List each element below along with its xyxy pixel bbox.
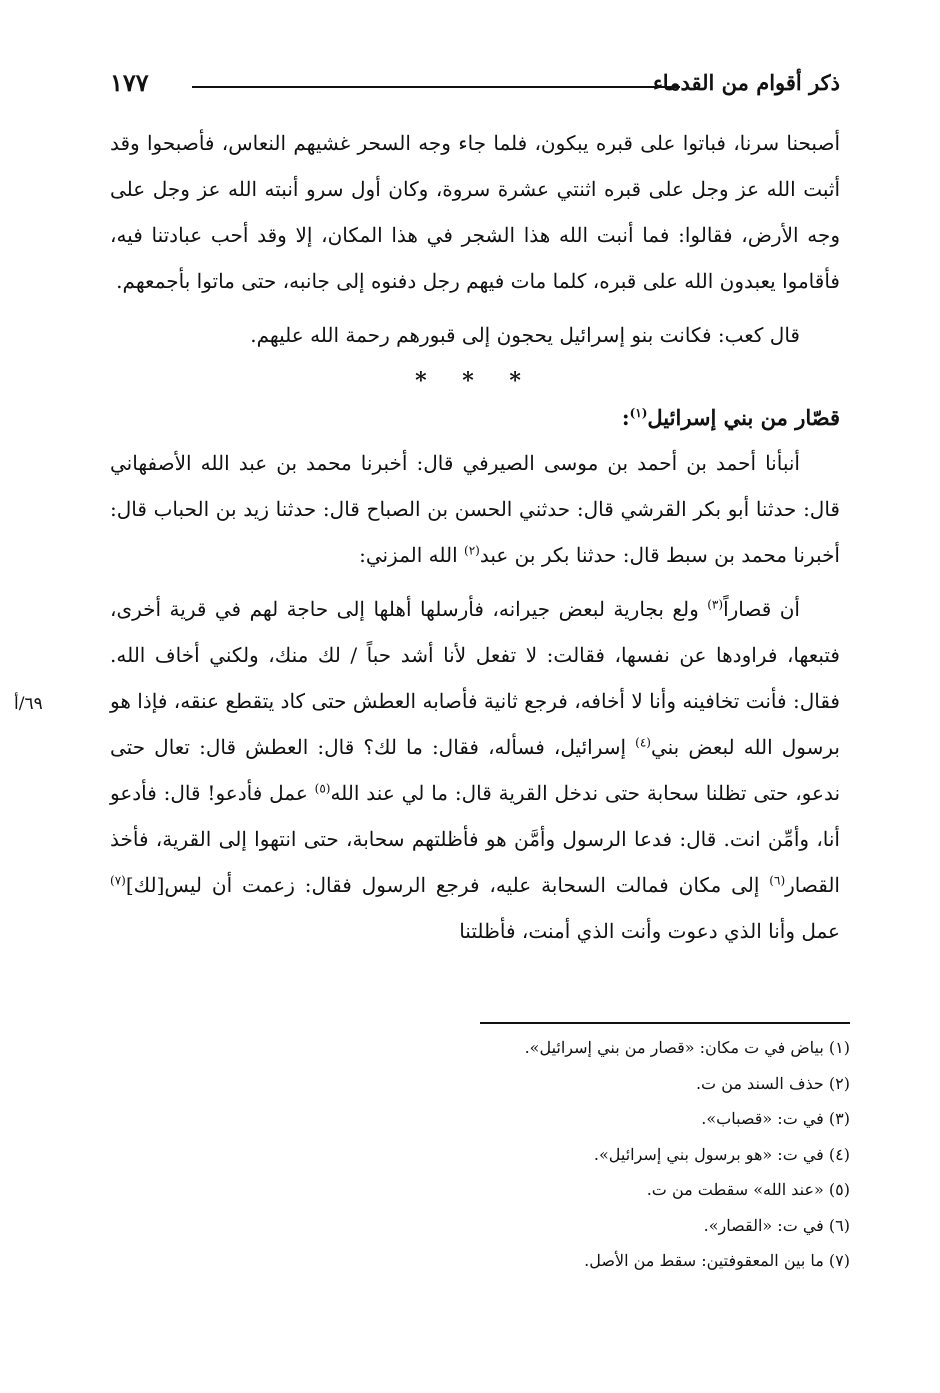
section-separator: * * * bbox=[415, 368, 535, 394]
section-title-colon: : bbox=[621, 405, 630, 430]
margin-folio-note: ٦٩/أ bbox=[14, 694, 43, 714]
footnotes bbox=[300, 1030, 850, 1279]
page-number: ١٧٧ bbox=[110, 68, 149, 97]
story-text-3: إسرائيل، فسأله، فقال: ما لك؟ قال: العطش قال: تعال حتى ندعو، حتى تظلنا سحابة حتى ندخل القرية قال: ما لي عند الله bbox=[110, 735, 841, 805]
isnad-paragraph bbox=[110, 440, 840, 578]
footnote-3: (٣) في ت: «قصباب». bbox=[701, 1109, 850, 1128]
footnote-4: (٤) في ت: «هو برسول بني إسرائيل». bbox=[593, 1144, 850, 1164]
footnote-7: (٧) ما بين المعقوفتين: سقط من الأصل. bbox=[584, 1251, 850, 1270]
story-text-5: إلى مكان فمالت السحابة عليه، فرجع الرسول فقال: زعمت أن ليس[لك] bbox=[125, 873, 770, 897]
running-title: ذكر أقوام من القدماء bbox=[652, 70, 840, 95]
story-paragraph bbox=[110, 586, 840, 954]
footnote-6: (٦) في ت: «القصار». bbox=[703, 1215, 850, 1235]
header-rule bbox=[192, 86, 680, 88]
footnote-marker-3: (٣) bbox=[707, 597, 724, 612]
isnad-text-a: أنبأنا أحمد بن أحمد بن موسى الصيرفي قال: أخبرنا محمد بن عبد الله الأصفهاني قال: حدثنا أبو بكر القرشي قال: حدثني الحسن بن الصباح قال: حدثنا زيد بن الحباب قال: أخبرنا محمد بن سبط قال: حدثنا بكر بن عبد bbox=[110, 451, 840, 567]
footnote-rule bbox=[480, 1022, 850, 1024]
footnote-marker-7: (٧) bbox=[110, 873, 126, 888]
footnote-marker-5: (٥) bbox=[314, 781, 331, 796]
page-header bbox=[110, 68, 840, 104]
footnote-marker-2: (٢) bbox=[464, 543, 480, 558]
isnad-text-b: الله المزني: bbox=[359, 543, 465, 567]
paragraph-2: قال كعب: فكانت بنو إسرائيل يحجون إلى قبورهم رحمة الله عليهم. bbox=[250, 323, 800, 347]
story-text-4: عمل فأدعو! قال: فأدعو أنا، وأمِّن انت. قال: فدعا الرسول وأمَّن هو فأظلتهم سحابة، حتى انتهوا إلى القرية، فأخذ القصار bbox=[110, 781, 840, 897]
footnote-2: (٢) حذف السند من ت. bbox=[695, 1073, 850, 1093]
footnote-marker-1: (١) bbox=[629, 406, 648, 420]
paragraph-1: أصبحنا سرنا، فباتوا على قبره يبكون، فلما جاء وجه السحر غشيهم النعاس، فأصبحوا وقد أثبت الله عز وجل على قبره اثنتي عشرة سروة، وكان أول سرو أنبته الله عز وجل على وجه الأرض، فقالوا: فما أنبت الله هذا الشجر في هذا المكان، إلا وقد أحب عبادتنا فيه، فأقاموا يعبدون الله على قبره، كلما مات فيهم رجل دفنوه إلى جانبه، حتى ماتوا بأجمعهم. bbox=[110, 131, 840, 293]
story-text-6: عمل وأنا الذي دعوت وأنت الذي أمنت، فأظلتنا bbox=[459, 919, 840, 943]
story-text-2: ولع بجارية لبعض جيرانه، فأرسلها أهلها إلى حاجة لهم في قرية أخرى، فتبعها، فراودها عن نفسها، فقالت: لا تفعل لأنا أشد حباً / لك منك، ولكني أخاف الله. فقال: فأنت تخافينه وأنا لا أخافه، فرجع ثانية فأصابه العطش حتى كاد يتقطع عنقه، فإذا هو برسول الله لبعض بني bbox=[110, 597, 841, 759]
story-text-1: أن قصاراً bbox=[723, 597, 800, 621]
footnote-5: (٥) «عند الله» سقطت من ت. bbox=[646, 1180, 850, 1199]
footnote-marker-4: (٤) bbox=[635, 735, 651, 750]
section-title-text: قصّار من بني إسرائيل bbox=[647, 405, 840, 430]
main-text bbox=[110, 120, 840, 954]
section-title bbox=[110, 396, 840, 440]
footnote-1: (١) بياض في ت مكان: «قصار من بني إسرائيل». bbox=[524, 1038, 850, 1057]
footnote-marker-6: (٦) bbox=[769, 873, 786, 888]
